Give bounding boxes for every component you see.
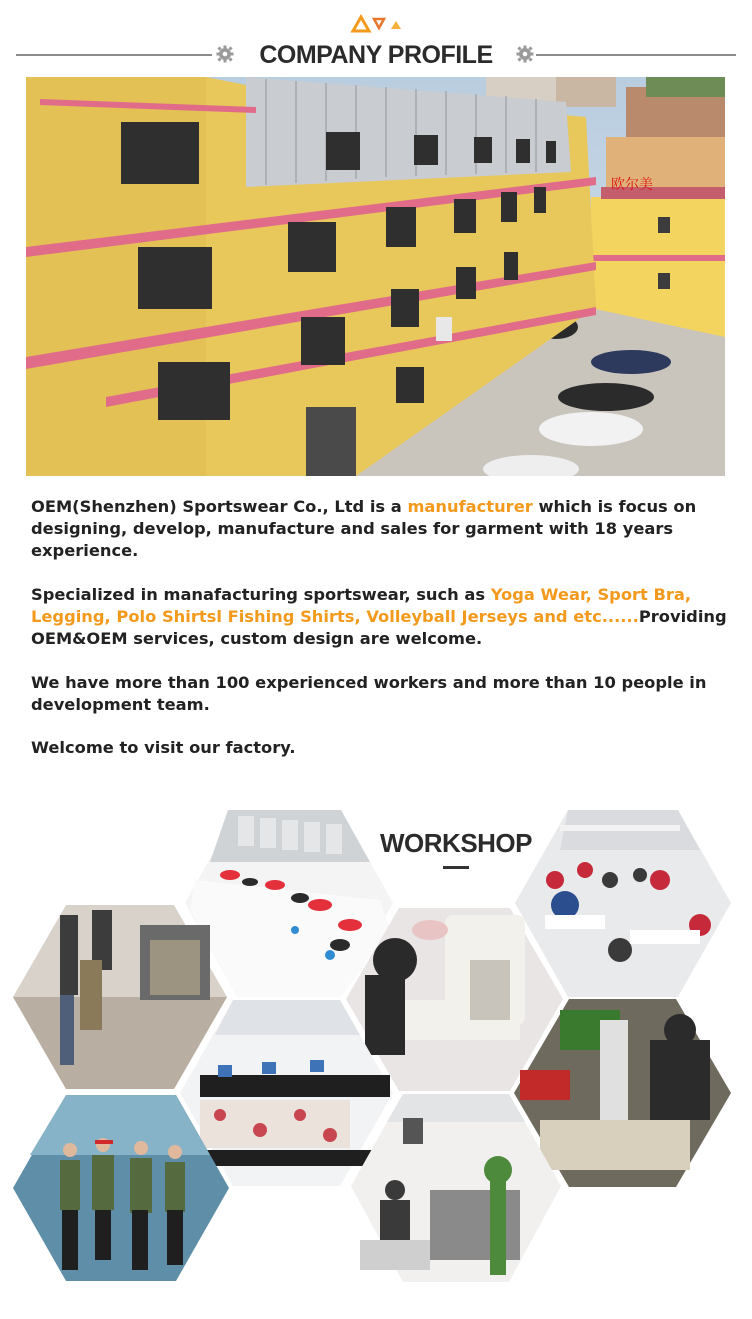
workshop-title: WORKSHOP: [380, 828, 532, 858]
gear-icon: [516, 45, 534, 63]
workshop-collage: [0, 800, 752, 1300]
hex-photo-sewing-line: [515, 810, 731, 997]
hex-photo-showroom: [13, 905, 227, 1089]
intro-paragraph-3: We have more than 100 experienced workers and more than 10 people in development team.: [31, 673, 707, 714]
hex-photo-office: [351, 1094, 561, 1282]
header-decoration-icon: [0, 14, 752, 34]
highlight-manufacturer: manufacturer: [407, 497, 533, 516]
factory-sign-text: 欧尔美: [611, 177, 653, 193]
title-row: [0, 38, 752, 72]
workshop-title-underline: [443, 866, 469, 869]
hex-photo-embroidery: [185, 810, 393, 997]
gear-icon: [216, 45, 234, 63]
factory-building-photo: [26, 77, 725, 476]
intro-paragraph-4: Welcome to visit our factory.: [31, 738, 296, 757]
hex-photo-team: [13, 1095, 229, 1281]
page-title: COMPANY PROFILE: [259, 41, 493, 69]
title-divider-left: [16, 54, 212, 56]
intro-paragraph-1: OEM(Shenzhen) Sportswear Co., Ltd is a manufacturer which is focus on designing, develop, manufacture and sales for garment with 18 years experience.: [31, 497, 697, 560]
title-divider-right: [536, 54, 736, 56]
intro-paragraph-2: Specialized in manafacturing sportswear, such as Yoga Wear, Sport Bra, Legging, Polo Shirtsl Fishing Shirts, Volleyball Jerseys and etc......Providing OEM&OEM services, custom design are welcome.: [31, 585, 727, 648]
highlight-products: Yoga Wear, Sport Bra, Legging, Polo Shirtsl Fishing Shirts, Volleyball Jerseys and etc......: [31, 585, 692, 626]
